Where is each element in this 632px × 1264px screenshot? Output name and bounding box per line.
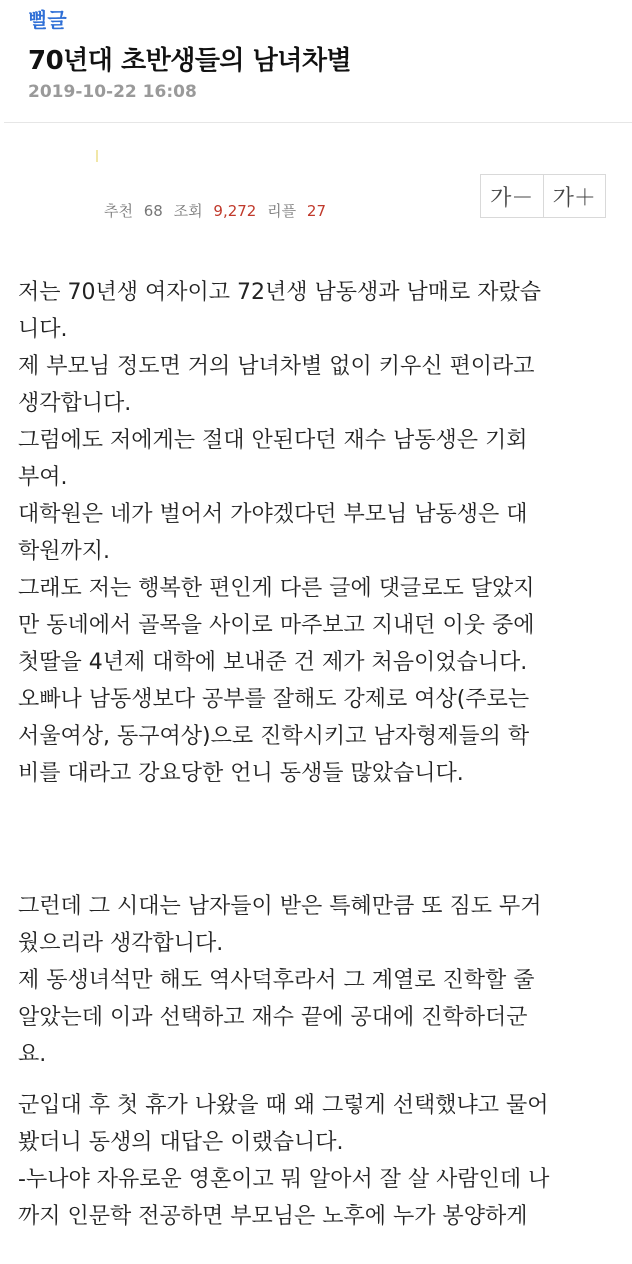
- replies-label: 리플: [267, 202, 297, 220]
- recommend-label: 추천: [104, 202, 133, 220]
- views-count: 9,272: [213, 202, 257, 220]
- body-paragraph-2: 그런데 그 시대는 남자들이 받은 특혜만큼 또 짐도 무거 웠으리라 생각합니다. 제 동생녀석만 해도 역사덕후라서 그 계열로 진학할 줄 알았는데 이과 선택하고 재수 끝에 공대에 진학하더군 요.: [18, 894, 542, 1067]
- body-paragraph-1: 저는 70년생 여자이고 72년생 남동생과 남매로 자랐습 니다. 제 부모님 정도면 거의 남녀차별 없이 키우신 편이라고 생각합니다. 그럼에도 저에게는 절대 안된다던 재수 남동생은 기회 부여. 대학원은 네가 벌어서 가야겠다던 부모님 남동생은 대 학원까지. 그래도 저는 행복한 편인게 다른 글에 댓글로도 달았지 만 동네에서 골목을 사이로 마주보고 지내던 이웃 중에 첫딸을 4년제 대학에 보내준 건 제가 처음이었습니다. 오빠나 남동생보다 공부를 잘해도 강제로 여상(주로는 서울여상, 동구여상)으로 진학시키고 남자형제들의 학 비를 대라고 강요당한 언니 동생들 많았습니다.: [18, 280, 541, 786]
- views-label: 조회: [173, 202, 203, 220]
- recommend-count: 68: [143, 202, 163, 220]
- post-body: [18, 274, 618, 1235]
- post-stats: [104, 200, 326, 221]
- post-title: 70년대 초반생들의 남녀차별: [28, 46, 352, 76]
- body-paragraph-3: 군입대 후 첫 휴가 나왔을 때 왜 그렇게 선택했냐고 물어 봤더니 동생의 대답은 이랬습니다. -누나야 자유로운 영혼이고 뭐 알아서 잘 살 사람인데 나 까지 인문학 전공하면 부모님은 노후에 누가 봉양하게: [18, 1093, 550, 1229]
- post-date: 2019-10-22 16:08: [28, 82, 197, 102]
- replies-count: 27: [306, 202, 326, 220]
- font-increase-button[interactable]: 가＋: [543, 175, 606, 217]
- post-category[interactable]: 뻘글: [28, 8, 67, 32]
- font-size-controls: [480, 174, 606, 218]
- decorative-mark: [96, 150, 98, 162]
- font-decrease-button[interactable]: 가－: [490, 185, 534, 211]
- paragraph-spacer: [18, 792, 618, 888]
- paragraph-spacer: [18, 1073, 618, 1087]
- header-divider: [4, 122, 632, 123]
